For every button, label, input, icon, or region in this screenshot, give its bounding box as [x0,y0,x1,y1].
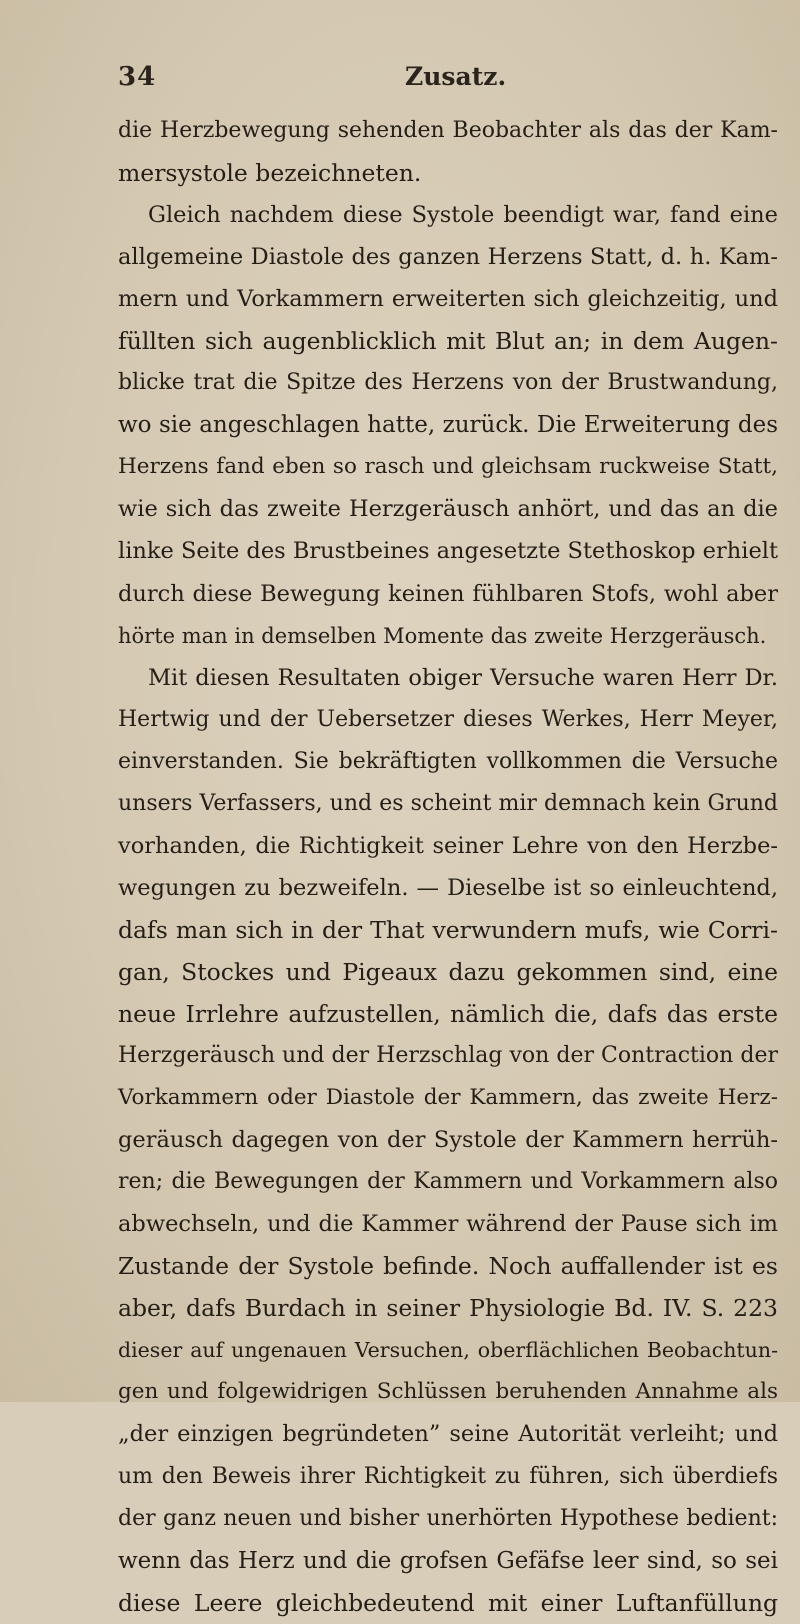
text-line: „der einzigen begründeten” seine Autorität verleiht; und [118,1421,778,1448]
running-head: Zusatz. [405,62,507,91]
text-line: abwechseln, und die Kammer während der Pause sich im [118,1211,778,1238]
text-line: dieser auf ungenauen Versuchen, oberflächlichen Beobachtun- [118,1338,778,1363]
text-line: wenn das Herz und die grofsen Gefäfse leer sind, so sei [118,1547,778,1574]
text-line: mern und Vorkammern erweiterten sich gleichzeitig, und [118,286,778,313]
body-text [118,110,778,1624]
text-line: linke Seite des Brustbeines angesetzte Stethoskop erhielt [118,538,778,565]
page-header [0,62,800,102]
text-line: blicke trat die Spitze des Herzens von der Brustwandung, [118,370,778,396]
text-line: allgemeine Diastole des ganzen Herzens Statt, d. h. Kam- [118,244,778,271]
text-line: aber, dafs Burdach in seiner Physiologie Bd. IV. S. 223 [118,1294,778,1323]
text-line: gan, Stockes und Pigeaux dazu gekommen sind, eine [118,957,778,986]
text-line: um den Beweis ihrer Richtigkeit zu führen, sich überdiefs [118,1463,778,1489]
text-line: ren; die Bewegungen der Kammern und Vorkammern also [118,1169,778,1195]
text-line: gen und folgewidrigen Schlüssen beruhenden Annahme als [118,1379,778,1405]
text-line: neue Irrlehre aufzustellen, nämlich die, dafs das erste [118,999,778,1028]
text-line: füllten sich augenblicklich mit Blut an; in dem Augen- [118,327,778,356]
text-line: diese Leere gleichbedeutend mit einer Luftanfüllung [118,1588,778,1617]
page-number: 34 [118,62,157,92]
text-line: mersystole bezeichneten. [118,159,422,188]
text-line: wo sie angeschlagen hatte, zurück. Die Erweiterung des [118,412,778,439]
text-line: Herzens fand eben so rasch und gleichsam ruckweise Statt, [118,454,778,480]
text-line: Herzgeräusch und der Herzschlag von der Contraction der [118,1043,778,1069]
text-line: der ganz neuen und bisher unerhörten Hypothese bedient: [118,1505,778,1531]
text-line: wie sich das zweite Herzgeräusch anhört, und das an die [118,496,778,523]
text-line: hörte man in demselben Momente das zweite Herzgeräusch. [118,623,767,648]
text-line: Vorkammern oder Diastole der Kammern, das zweite Herz- [118,1085,778,1111]
text-line: die Herzbewegung sehenden Beobachter als das der Kam- [118,118,778,143]
text-line: Mit diesen Resultaten obiger Versuche waren Herr Dr. [148,664,778,691]
text-line: vorhanden, die Richtigkeit seiner Lehre von den Herzbe- [118,832,778,859]
text-line: wegungen zu bezweifeln. — Dieselbe ist so einleuchtend, [118,874,778,901]
text-line: Gleich nachdem diese Systole beendigt war, fand eine [148,202,778,229]
text-line: dafs man sich in der That verwundern mufs, wie Corri- [118,915,778,944]
text-line: unsers Verfassers, und es scheint mir demnach kein Grund [118,790,778,816]
text-line: Hertwig und der Uebersetzer dieses Werkes, Herr Meyer, [118,706,778,732]
text-line: einverstanden. Sie bekräftigten vollkommen die Versuche [118,748,778,774]
text-line: durch diese Bewegung keinen fühlbaren Stofs, wohl aber [118,580,778,607]
text-line: Zustande der Systole befinde. Noch auffallender ist es [118,1252,778,1281]
text-line: geräusch dagegen von der Systole der Kammern herrüh- [118,1127,778,1154]
